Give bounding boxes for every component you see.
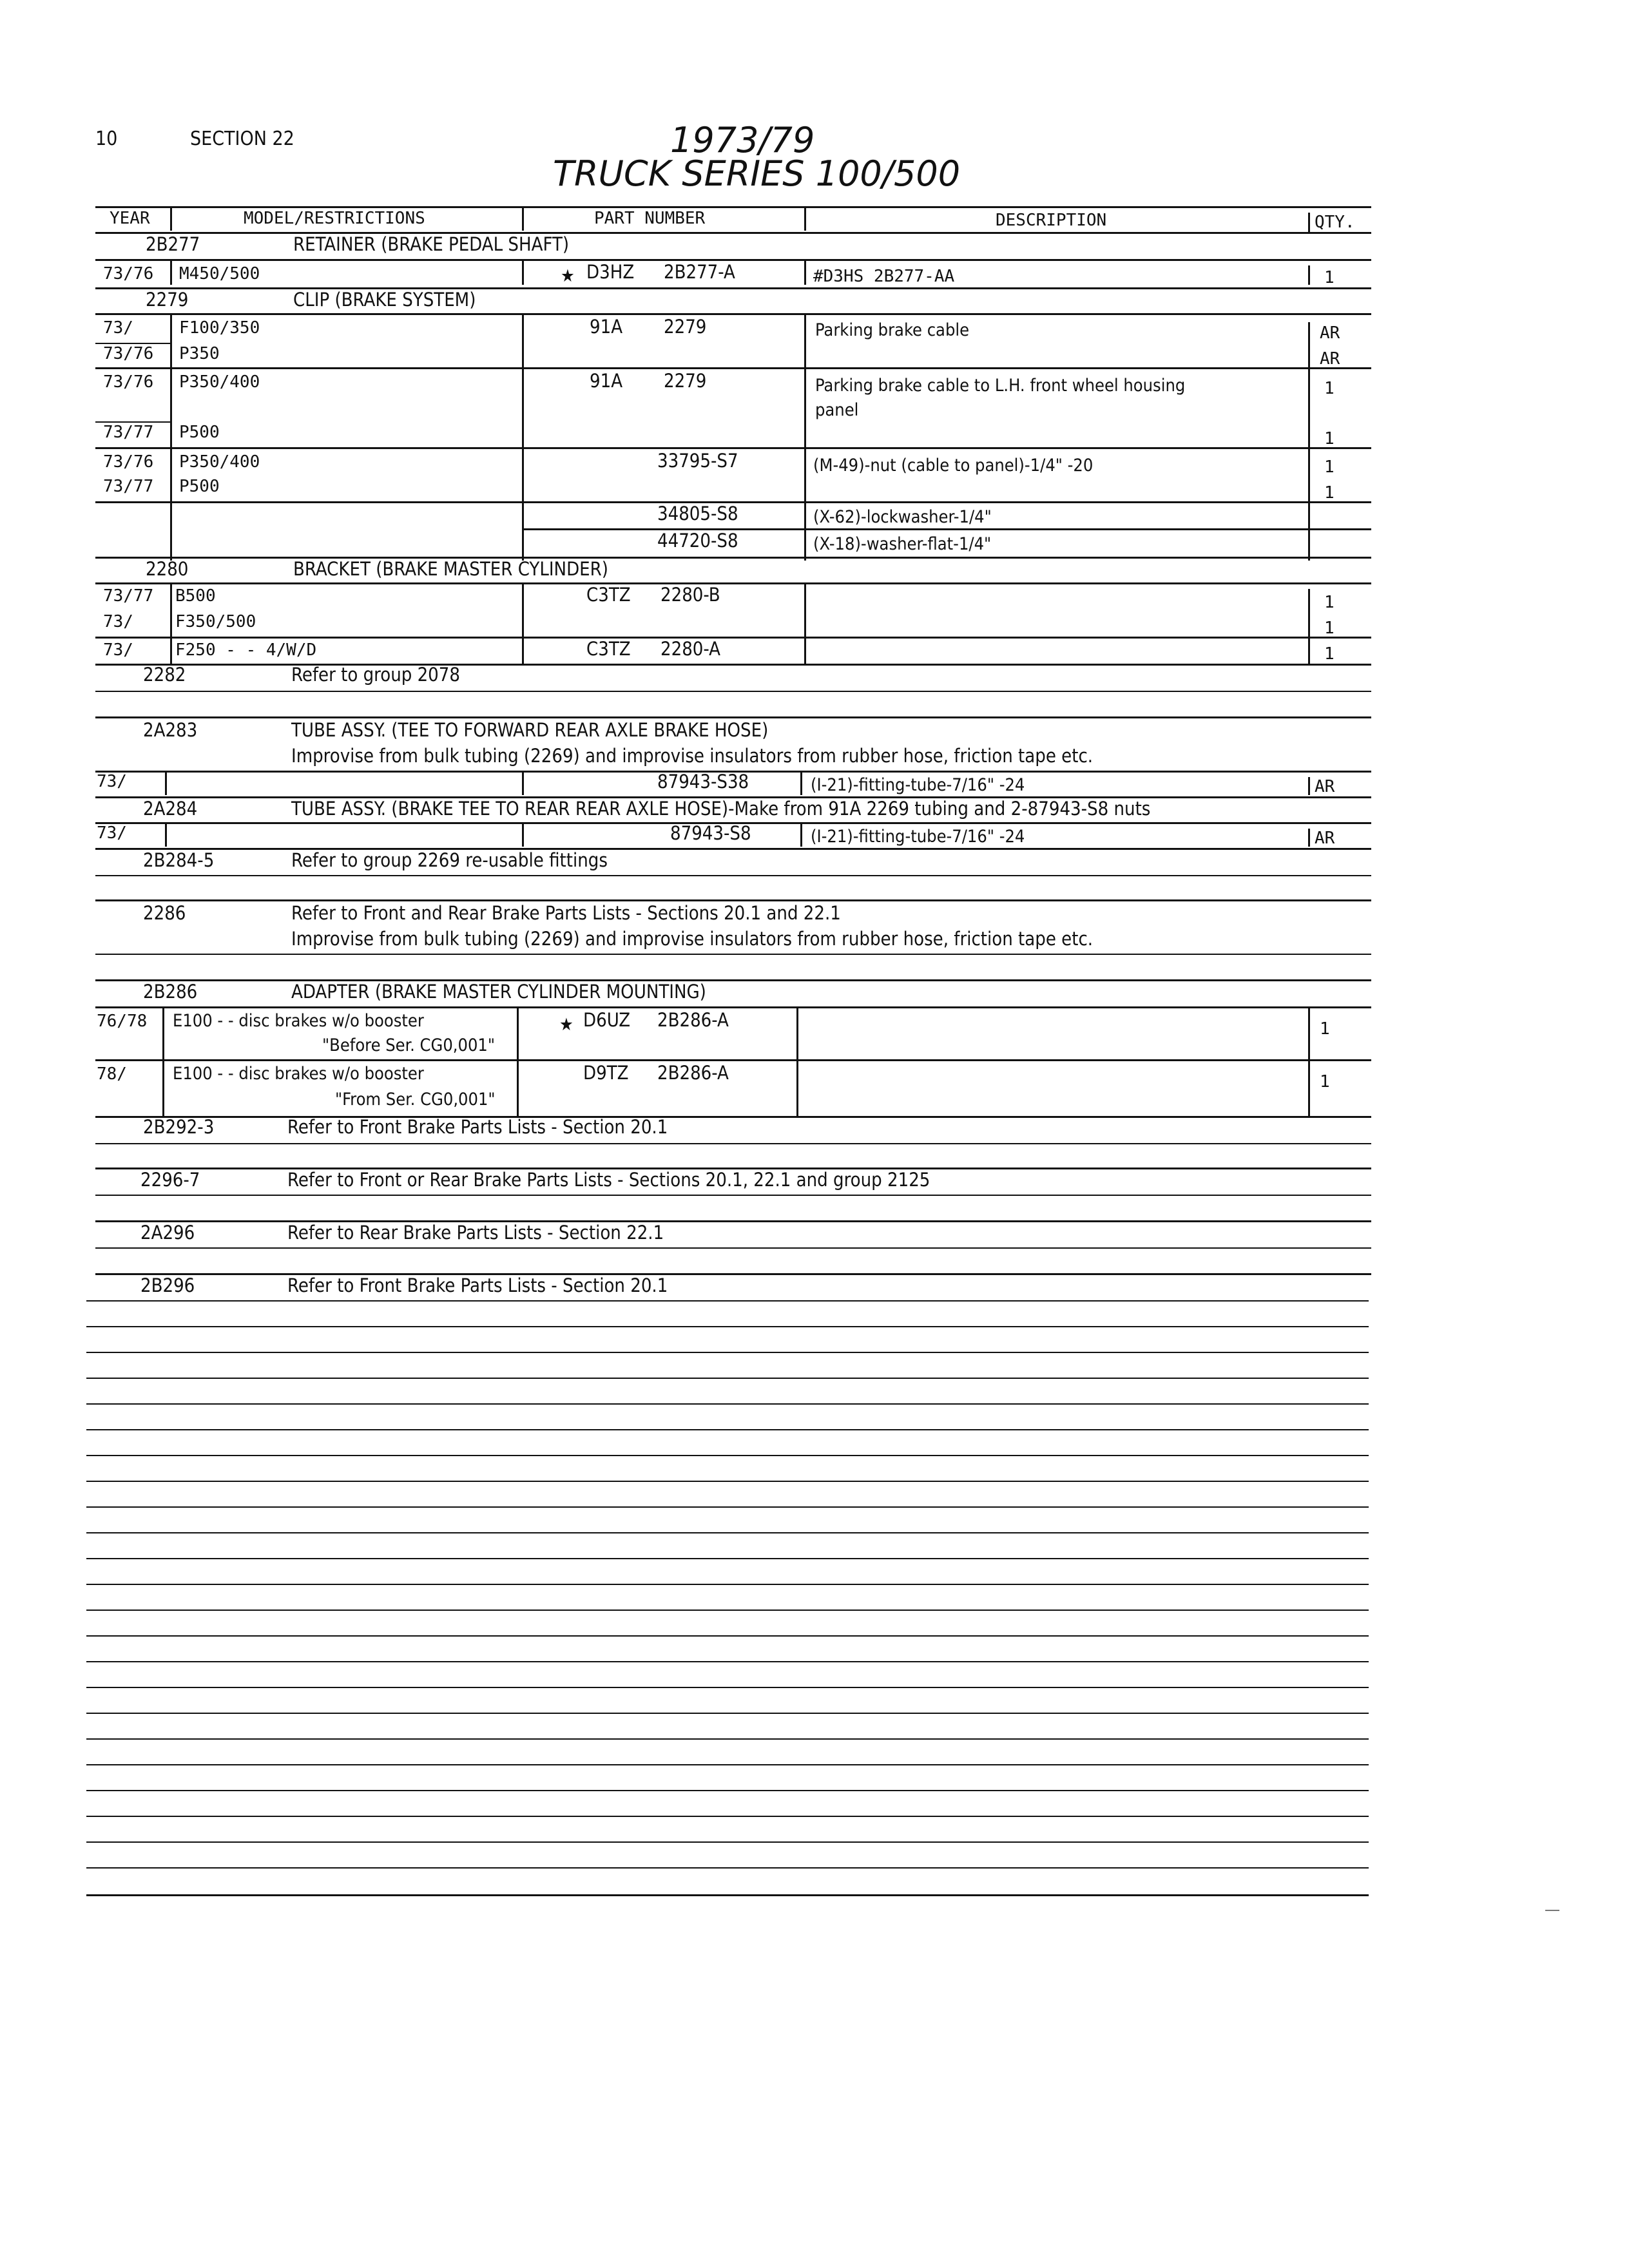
part-prefix: D9TZ — [583, 1062, 629, 1084]
group-title: Refer to Front Brake Parts Lists - Section 20.1 — [287, 1274, 668, 1296]
row-model: P500 — [179, 477, 220, 496]
group-code: 2296-7 — [140, 1169, 200, 1191]
row-year: 73/ — [97, 823, 127, 843]
group-code: 2B296 — [140, 1274, 195, 1296]
row-year: 73/76 — [103, 372, 154, 392]
group-code: 2B277 — [146, 233, 200, 255]
row-year: 73/77 — [103, 477, 154, 496]
group-title: Refer to group 2078 — [291, 664, 460, 686]
part-base: 2B277-A — [664, 261, 735, 283]
row-qty: 1 — [1324, 268, 1335, 287]
row-year: 73/76 — [103, 452, 154, 472]
group-note: Improvise from bulk tubing (2269) and improvise insulators from rubber hose, friction tape etc. — [291, 928, 1094, 950]
part-prefix: C3TZ — [586, 584, 631, 606]
row-model: F350/500 — [175, 612, 256, 631]
group-title: TUBE ASSY. (TEE TO FORWARD REAR AXLE BRAKE HOSE) — [291, 719, 769, 741]
part-base: 87943-S38 — [657, 771, 749, 793]
row-model: P350 — [179, 344, 220, 363]
col-model: MODEL/RESTRICTIONS — [244, 209, 425, 228]
title-series: TRUCK SERIES 100/500 — [553, 153, 961, 194]
part-base: 2B286-A — [657, 1009, 729, 1031]
section-label: SECTION 22 — [190, 128, 294, 150]
row-qty: AR — [1320, 323, 1340, 343]
part-base: 2280-B — [660, 584, 720, 606]
row-model-serial: "From Ser. CG0,001" — [335, 1090, 496, 1110]
row-year: 73/76 — [103, 264, 154, 284]
row-model: P350/400 — [179, 372, 260, 392]
part-base: 2279 — [664, 370, 707, 392]
group-code: 2A284 — [143, 798, 198, 820]
part-prefix: D3HZ — [586, 261, 635, 283]
title-years: 1973/79 — [670, 120, 815, 160]
row-qty: 1 — [1320, 1019, 1330, 1039]
group-title: ADAPTER (BRAKE MASTER CYLINDER MOUNTING) — [291, 981, 706, 1003]
row-model-serial: "Before Ser. CG0,001" — [322, 1035, 496, 1055]
part-prefix: 91A — [590, 370, 623, 392]
row-year: 73/ — [97, 772, 127, 791]
part-base: 2279 — [664, 316, 707, 338]
col-description: DESCRIPTION — [996, 211, 1107, 230]
row-model: M450/500 — [179, 264, 260, 284]
row-description: (X-62)-lockwasher-1/4" — [813, 507, 992, 527]
group-title: BRACKET (BRAKE MASTER CYLINDER) — [293, 558, 608, 580]
group-title: Refer to Front and Rear Brake Parts Lists - Sections 20.1 and 22.1 — [291, 902, 841, 924]
row-description: (I-21)-fitting-tube-7/16" -24 — [811, 775, 1025, 795]
row-description: (M-49)-nut (cable to panel)-1/4" -20 — [813, 456, 1094, 476]
row-qty: 1 — [1324, 619, 1335, 638]
group-title: Refer to Front or Rear Brake Parts Lists - Sections 20.1, 22.1 and group 2125 — [287, 1169, 930, 1191]
row-model: F250 - - 4/W/D — [175, 640, 317, 660]
row-qty: 1 — [1324, 483, 1335, 503]
group-title: TUBE ASSY. (BRAKE TEE TO REAR REAR AXLE HOSE)-Make from 91A 2269 tubing and 2-87943-S8 nuts — [291, 798, 1151, 820]
row-qty: 1 — [1324, 644, 1335, 664]
part-base: 44720-S8 — [657, 530, 738, 552]
row-year: 73/ — [103, 612, 133, 631]
group-title: Refer to Front Brake Parts Lists - Section 20.1 — [287, 1116, 668, 1138]
row-model: E100 - - disc brakes w/o booster — [173, 1064, 424, 1084]
group-code: 2B292-3 — [143, 1116, 215, 1138]
group-code: 2279 — [146, 289, 189, 311]
row-year: 76/78 — [97, 1012, 148, 1031]
star-icon: ★ — [559, 1015, 574, 1035]
row-model: E100 - - disc brakes w/o booster — [173, 1011, 424, 1031]
row-model: B500 — [175, 586, 216, 606]
row-qty: 1 — [1320, 1072, 1330, 1091]
part-prefix: 91A — [590, 316, 623, 338]
row-qty: 1 — [1324, 429, 1335, 448]
part-prefix: D6UZ — [583, 1009, 631, 1031]
row-qty: AR — [1315, 829, 1335, 848]
scan-mark — [1545, 1910, 1559, 1911]
row-description: (X-18)-washer-flat-1/4" — [813, 534, 992, 554]
row-qty: AR — [1315, 777, 1335, 796]
group-code: 2B286 — [143, 981, 198, 1003]
part-base: 2280-A — [660, 638, 721, 660]
row-year: 73/77 — [103, 423, 154, 442]
row-description: Parking brake cable — [815, 320, 970, 340]
group-code: 2A283 — [143, 719, 198, 741]
group-code: 2282 — [143, 664, 186, 686]
group-note: Improvise from bulk tubing (2269) and improvise insulators from rubber hose, friction tape etc. — [291, 745, 1094, 767]
row-qty: 1 — [1324, 457, 1335, 477]
group-code: 2B284-5 — [143, 849, 215, 871]
group-title: RETAINER (BRAKE PEDAL SHAFT) — [293, 233, 570, 255]
part-prefix: C3TZ — [586, 638, 631, 660]
part-base: 34805-S8 — [657, 503, 738, 524]
col-year: YEAR — [110, 209, 150, 228]
page-number: 10 — [95, 128, 118, 150]
row-qty: 1 — [1324, 379, 1335, 398]
group-code: 2280 — [146, 558, 189, 580]
row-year: 73/ — [103, 640, 133, 660]
part-base: 87943-S8 — [670, 822, 751, 844]
group-title: CLIP (BRAKE SYSTEM) — [293, 289, 476, 311]
row-year: 73/77 — [103, 586, 154, 606]
col-qty: QTY. — [1315, 213, 1355, 232]
row-year: 73/ — [103, 318, 133, 338]
row-description: #D3HS 2B277-AA — [813, 267, 955, 286]
part-base: 2B286-A — [657, 1062, 729, 1084]
group-code: 2A296 — [140, 1222, 195, 1244]
group-title: Refer to group 2269 re-usable fittings — [291, 849, 608, 871]
row-model: P350/400 — [179, 452, 260, 472]
group-title: Refer to Rear Brake Parts Lists - Section 22.1 — [287, 1222, 664, 1244]
star-icon: ★ — [561, 266, 575, 286]
row-qty: AR — [1320, 349, 1340, 369]
row-year: 73/76 — [103, 344, 154, 363]
row-description: Parking brake cable to L.H. front wheel housing — [815, 376, 1186, 396]
group-code: 2286 — [143, 902, 186, 924]
row-year: 78/ — [97, 1064, 127, 1084]
row-description: (I-21)-fitting-tube-7/16" -24 — [811, 827, 1025, 847]
row-qty: 1 — [1324, 593, 1335, 612]
row-description-cont: panel — [815, 400, 859, 420]
col-part-number: PART NUMBER — [594, 209, 706, 228]
row-model: F100/350 — [179, 318, 260, 338]
row-model: P500 — [179, 423, 220, 442]
part-base: 33795-S7 — [657, 450, 738, 472]
